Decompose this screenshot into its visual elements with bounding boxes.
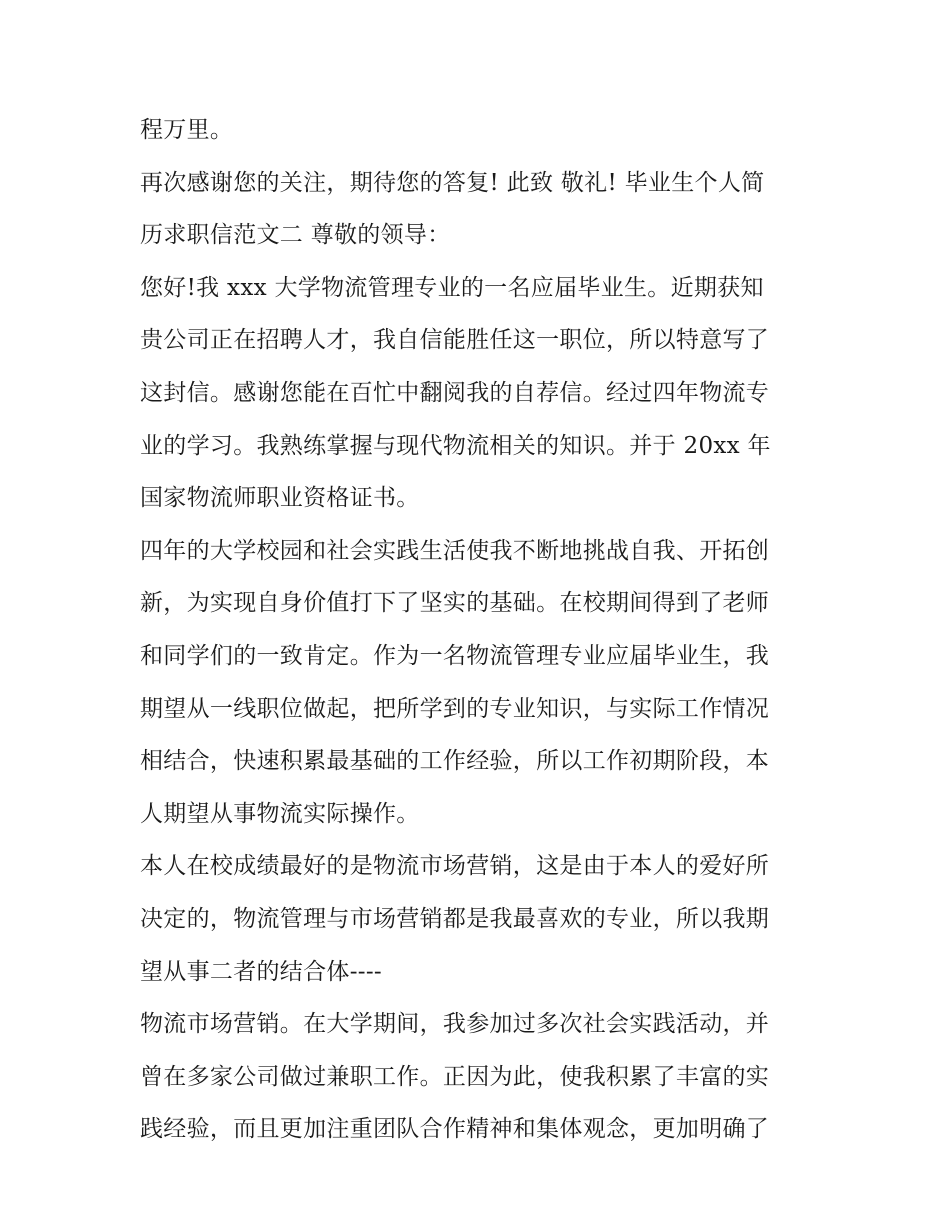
text-line: 曾在多家公司做过兼职工作。正因为此，使我积累了丰富的实: [140, 1063, 770, 1090]
text-line: 再次感谢您的关注，期待您的答复! 此致 敬礼! 毕业生个人简: [140, 169, 765, 196]
text-line: 您好!我 xxx 大学物流管理专业的一名应届毕业生。近期获知: [140, 274, 764, 301]
text-line: 四年的大学校园和社会实践生活使我不断地挑战自我、开拓创: [140, 537, 770, 564]
text-line: 业的学习。我熟练掌握与现代物流相关的知识。并于 20xx 年: [140, 432, 771, 459]
text-line: 物流市场营销。在大学期间，我参加过多次社会实践活动，并: [140, 1011, 770, 1038]
text-line: 程万里。: [140, 117, 234, 143]
text-line: 人期望从事物流实际操作。: [140, 800, 420, 827]
text-line: 贵公司正在招聘人才，我自信能胜任这一职位，所以特意写了: [140, 327, 770, 354]
text-line: 望从事二者的结合体----: [140, 958, 382, 985]
text-line: 相结合，快速积累最基础的工作经验，所以工作初期阶段，本: [140, 748, 770, 775]
text-line: 和同学们的一致肯定。作为一名物流管理专业应届毕业生，我: [140, 642, 770, 669]
text-line: 历求职信范文二 尊敬的领导：: [140, 222, 451, 249]
text-line: 新，为实现自身价值打下了坚实的基础。在校期间得到了老师: [140, 590, 770, 617]
text-line: 践经验，而且更加注重团队合作精神和集体观念，更加明确了: [140, 1116, 770, 1143]
text-line: 本人在校成绩最好的是物流市场营销，这是由于本人的爱好所: [140, 853, 770, 880]
text-line: 决定的，物流管理与市场营销都是我最喜欢的专业，所以我期: [140, 905, 770, 932]
document-body: [140, 104, 820, 1156]
text-line: 这封信。感谢您能在百忙中翻阅我的自荐信。经过四年物流专: [140, 379, 770, 406]
text-line: 国家物流师职业资格证书。: [140, 485, 420, 512]
text-line: 期望从一线职位做起，把所学到的专业知识，与实际工作情况: [140, 695, 770, 722]
